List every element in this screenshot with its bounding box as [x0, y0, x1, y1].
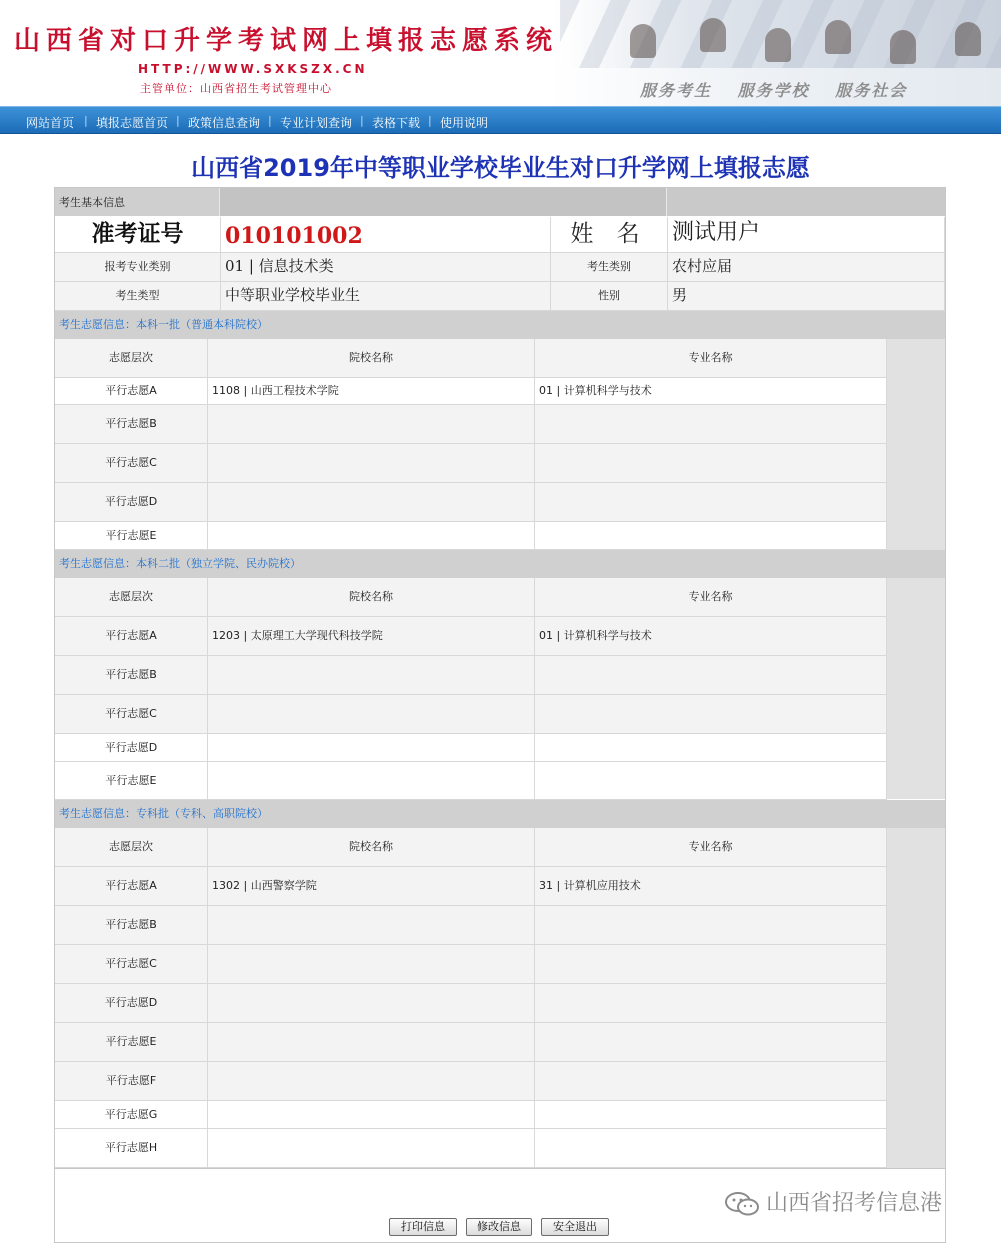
- section-bar-undergrad-1: [55, 311, 945, 339]
- row-school: [208, 1023, 535, 1062]
- row-major: [535, 695, 887, 734]
- row-major: [535, 522, 887, 550]
- exam-hall-photo: [560, 0, 1001, 68]
- row-major: [535, 1129, 887, 1168]
- section-bar-undergrad-2: [55, 550, 945, 578]
- slogans: [640, 78, 925, 101]
- row-level: 平行志愿A: [55, 867, 208, 906]
- row-school: 1108 | 山西工程技术学院: [208, 378, 535, 405]
- row-major: [535, 945, 887, 984]
- header-banner: [0, 0, 1001, 106]
- nav-separator: |: [176, 114, 180, 127]
- row-level: 平行志愿A: [55, 378, 208, 405]
- row-level: 平行志愿B: [55, 405, 208, 444]
- side-gutter: [887, 578, 945, 799]
- nav-fill-home[interactable]: 填报志愿首页: [96, 116, 169, 130]
- col-header-school: 院校名称: [208, 339, 535, 378]
- section-label: 考生志愿信息：专科批（专科、高职院校）: [59, 807, 268, 820]
- site-title: 山西省对口升学考试网上填报志愿系统: [14, 26, 559, 56]
- wechat-icon: [724, 1191, 760, 1217]
- row-school: [208, 522, 535, 550]
- nav-home[interactable]: 网站首页: [26, 116, 75, 130]
- row-major: 01 | 计算机科学与技术: [535, 617, 887, 656]
- row-school: [208, 762, 535, 800]
- row-level: 平行志愿E: [55, 762, 208, 800]
- row-level: 平行志愿D: [55, 734, 208, 762]
- section-label: 考生志愿信息：本科一批（普通本科院校）: [59, 318, 268, 331]
- row-major: [535, 1023, 887, 1062]
- exam-no-label: 准考证号: [55, 217, 221, 253]
- section-bar-junior-college: [55, 800, 945, 828]
- site-url: HTTP://WWW.SXKSZX.CN: [138, 62, 368, 76]
- name-value: 测试用户: [668, 217, 945, 253]
- row-school: [208, 734, 535, 762]
- row-level: 平行志愿C: [55, 945, 208, 984]
- row-level: 平行志愿E: [55, 1023, 208, 1062]
- row-school: [208, 444, 535, 483]
- col-header-major: 专业名称: [535, 578, 887, 617]
- nav-help[interactable]: 使用说明: [440, 116, 489, 130]
- row-level: 平行志愿G: [55, 1101, 208, 1129]
- row-school: [208, 906, 535, 945]
- col-header-level: 志愿层次: [55, 339, 208, 378]
- row-major: [535, 734, 887, 762]
- row-major: 01 | 计算机科学与技术: [535, 378, 887, 405]
- col-header-school: 院校名称: [208, 578, 535, 617]
- row-level: 平行志愿A: [55, 617, 208, 656]
- row-school: 1203 | 太原理工大学现代科技学院: [208, 617, 535, 656]
- row-school: [208, 984, 535, 1023]
- row-major: [535, 483, 887, 522]
- logout-button[interactable]: 安全退出: [541, 1218, 609, 1236]
- basic-info-label: 考生基本信息: [59, 196, 125, 209]
- modify-button[interactable]: 修改信息: [466, 1218, 532, 1236]
- col-header-major: 专业名称: [535, 339, 887, 378]
- page-title: 山西省2019年中等职业学校毕业生对口升学网上填报志愿: [191, 154, 810, 182]
- row-level: 平行志愿D: [55, 483, 208, 522]
- row-major: 31 | 计算机应用技术: [535, 867, 887, 906]
- row-school: [208, 945, 535, 984]
- row-major: [535, 984, 887, 1023]
- exam-no-value: 010101002: [221, 217, 551, 253]
- row-major: [535, 762, 887, 800]
- col-header-level: 志愿层次: [55, 828, 208, 867]
- row-major: [535, 906, 887, 945]
- section-label: 考生志愿信息：本科二批（独立学院、民办院校）: [59, 557, 301, 570]
- side-gutter: [887, 828, 945, 1168]
- table-bottom-border: [55, 1168, 945, 1169]
- row-level: 平行志愿C: [55, 695, 208, 734]
- print-button[interactable]: 打印信息: [389, 1218, 457, 1236]
- nav-bar: [0, 106, 1001, 134]
- row-school: [208, 405, 535, 444]
- nav-separator: |: [268, 114, 272, 127]
- row-level: 平行志愿F: [55, 1062, 208, 1101]
- candidate-type-label: 考生类型: [55, 282, 221, 311]
- site-org: 主管单位：山西省招生考试管理中心: [140, 82, 332, 95]
- watermark: [724, 1186, 942, 1217]
- row-level: 平行志愿B: [55, 906, 208, 945]
- row-school: [208, 695, 535, 734]
- gender-label: 性别: [551, 282, 668, 311]
- row-major: [535, 1062, 887, 1101]
- nav-plan[interactable]: 专业计划查询: [280, 116, 353, 130]
- row-level: 平行志愿B: [55, 656, 208, 695]
- nav-separator: |: [428, 114, 432, 127]
- major-category-label: 报考专业类别: [55, 253, 221, 282]
- name-label: 姓 名: [551, 217, 668, 253]
- row-major: [535, 405, 887, 444]
- row-school: [208, 483, 535, 522]
- nav-policy[interactable]: 政策信息查询: [188, 116, 261, 130]
- gender-value: 男: [668, 282, 945, 311]
- row-school: 1302 | 山西警察学院: [208, 867, 535, 906]
- row-level: 平行志愿H: [55, 1129, 208, 1168]
- row-level: 平行志愿D: [55, 984, 208, 1023]
- candidate-category-label: 考生类别: [551, 253, 668, 282]
- slogan: 服务学校: [737, 81, 810, 100]
- col-header-major: 专业名称: [535, 828, 887, 867]
- row-major: [535, 444, 887, 483]
- col-header-school: 院校名称: [208, 828, 535, 867]
- row-school: [208, 656, 535, 695]
- row-major: [535, 656, 887, 695]
- watermark-text: 山西省招考信息港: [766, 1191, 943, 1216]
- row-level: 平行志愿C: [55, 444, 208, 483]
- nav-separator: |: [360, 114, 364, 127]
- row-level: 平行志愿E: [55, 522, 208, 550]
- form-frame: [54, 187, 946, 1243]
- slogan: 服务考生: [640, 81, 713, 100]
- candidate-category-value: 农村应届: [668, 253, 945, 282]
- nav-forms[interactable]: 表格下载: [372, 116, 421, 130]
- row-school: [208, 1129, 535, 1168]
- candidate-type-value: 中等职业学校毕业生: [221, 282, 551, 311]
- side-gutter: [887, 339, 945, 550]
- nav-separator: |: [84, 114, 88, 127]
- row-school: [208, 1101, 535, 1129]
- row-school: [208, 1062, 535, 1101]
- major-category-value: 01 | 信息技术类: [221, 253, 551, 282]
- col-header-level: 志愿层次: [55, 578, 208, 617]
- slogan: 服务社会: [835, 81, 908, 100]
- row-major: [535, 1101, 887, 1129]
- basic-info-header: [55, 188, 945, 216]
